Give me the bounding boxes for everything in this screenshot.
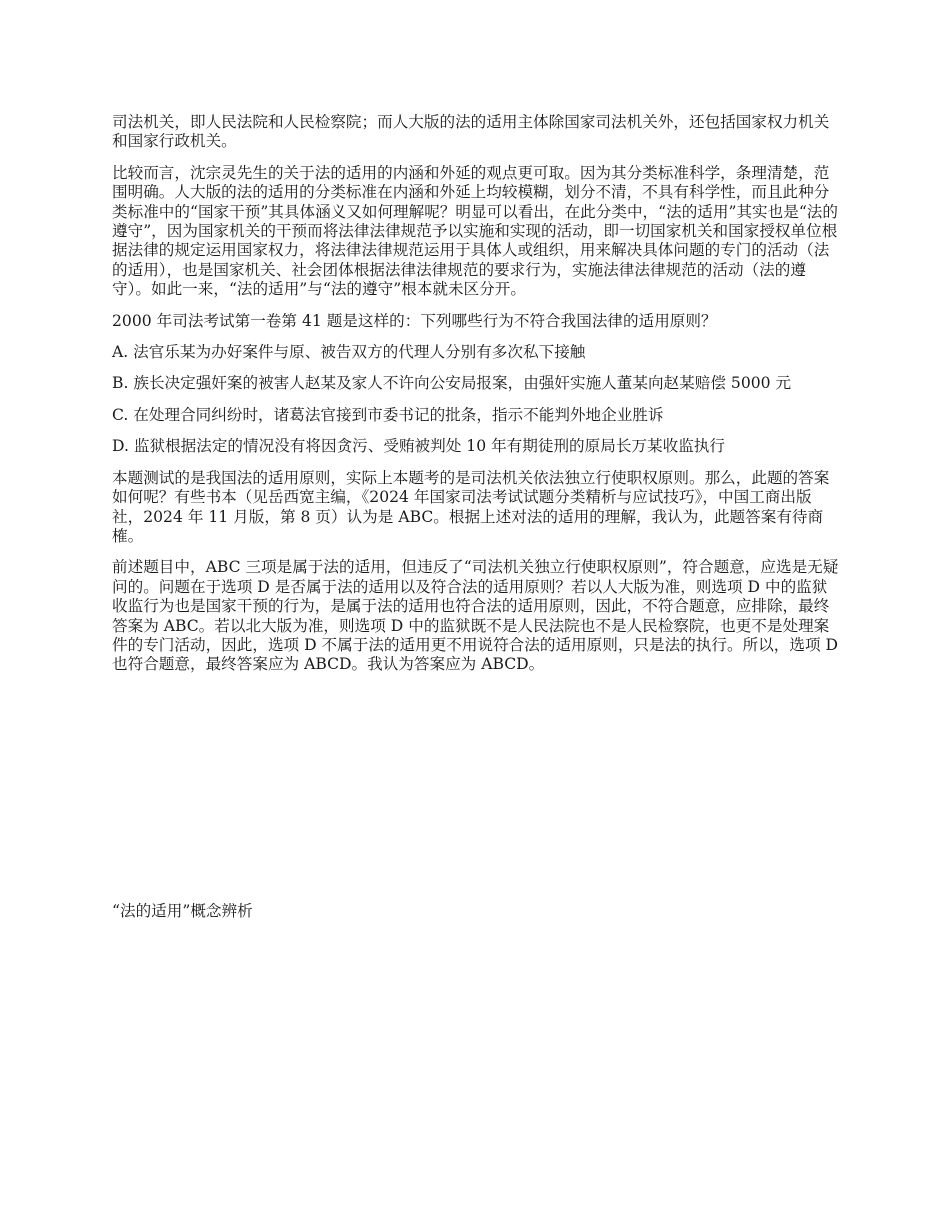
paragraph-exam-question: 2000 年司法考试第一卷第 41 题是这样的：下列哪些行为不符合我国法律的适用原则？ [112, 311, 717, 330]
paragraph-comparison: 比较而言，沈宗灵先生的关于法的适用的内涵和外延的观点更可取。因为其分类标准科学，条理清楚，范围明确。人大版的法的适用的分类标准在内涵和外延上均较模糊，划分不清，不具有科学性，而且此种分类标准中的“国家干预”其具体涵义又如何理解呢？明显可以看出，在此分类中，“法的适用”其实也是“法的遵守”，因为国家机关的干预而将法律法律规范予以实施和实现的活动，即一切国家机关和国家授权单位根据法律的规定运用国家权力，将法律法律规范运用于具体人或组织，用来解决具体问题的专门的活动（法的适用），也是国家机关、社会团体根据法律法律规范的要求行为，实施法律法律规范的活动（法的遵守）。如此一来，“法的适用”与“法的遵守”根本就未区分开。 [112, 163, 838, 299]
paragraph-analysis: 本题测试的是我国法的适用原则，实际上本题考的是司法机关依法独立行使职权原则。那么，此题的答案如何呢？有些书本（见岳西宽主编，《2024 年国家司法考试试题分类精析与应试技巧》，中国工商出版社，2024 年 11 月版，第 8 页）认为是 ABC。根据上述对法的适用的理解，我认为，此题答案有待商榷。 [112, 468, 830, 545]
option-d: D. 监狱根据法定的情况没有将因贪污、受贿被判处 10 年有期徒刑的原局长万某收监执行 [112, 437, 725, 456]
option-a: A. 法官乐某为办好案件与原、被告双方的代理人分别有多次私下接触 [112, 343, 586, 362]
paragraph-conclusion: 前述题目中，ABC 三项是属于法的适用，但违反了“司法机关独立行使职权原则”，符合题意，应选是无疑问的。问题在于选项 D 是否属于法的适用以及符合法的适用原则？若以人大版为准，则选项 D 中的监狱收监行为也是国家干预的行为，是属于法的适用也符合法的适用原则，因此，不符合题意，应排除，最终答案为 ABC。若以北大版为准，则选项 D 中的监狱既不是人民法院也不是人民检察院，也更不是处理案件的专门活动，因此，选项 D 不属于法的适用更不用说符合法的适用原则，只是法的执行。所以，选项 D 也符合题意，最终答案应为 ABCD。我认为答案应为 ABCD。 [112, 558, 839, 674]
option-b: B. 族长决定强奸案的被害人赵某及家人不许向公安局报案，由强奸实施人董某向赵某赔偿 5000 元 [112, 374, 792, 393]
paragraph-intro-continuation: 司法机关，即人民法院和人民检察院；而人大版的法的适用主体除国家司法机关外，还包括国家权力机关和国家行政机关。 [112, 113, 830, 151]
option-c: C. 在处理合同纠纷时，诸葛法官接到市委书记的批条，指示不能判外地企业胜诉 [112, 405, 664, 424]
document-footer-title: “法的适用”概念辨析 [112, 902, 253, 920]
document-body [112, 113, 840, 687]
